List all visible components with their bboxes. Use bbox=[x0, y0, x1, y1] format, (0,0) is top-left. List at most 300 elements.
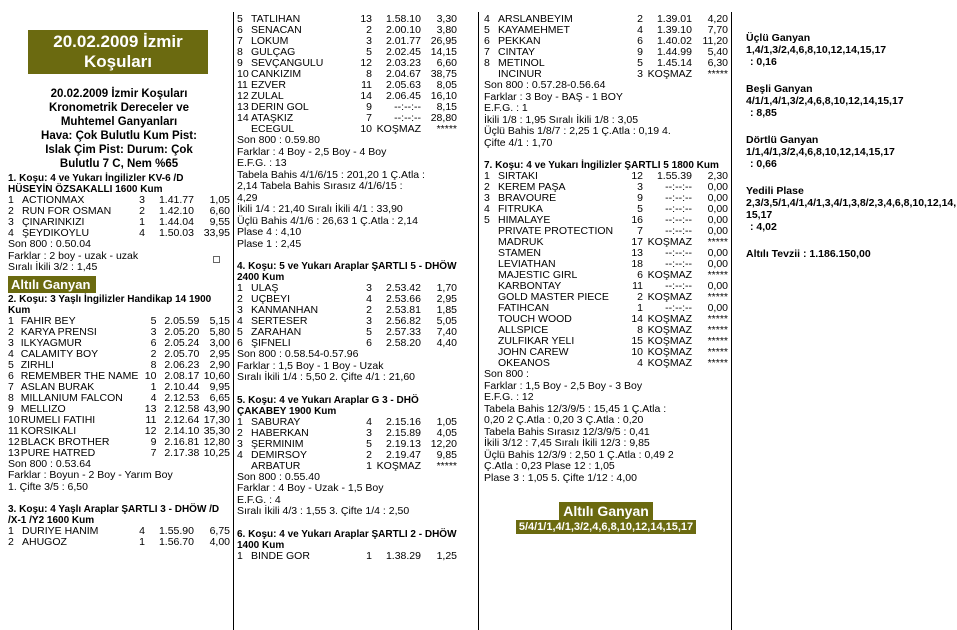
horse-number: 2 bbox=[8, 205, 14, 217]
horse-number bbox=[484, 281, 498, 292]
horse-name: LEVIATHAN bbox=[498, 258, 556, 270]
horse-odds: 5,15 bbox=[209, 314, 230, 327]
horse-number: 5 bbox=[237, 13, 243, 25]
horse-name: KANMANHAN bbox=[251, 304, 319, 316]
horse-draw: 12 bbox=[360, 57, 372, 69]
horse-time: --:--:-- bbox=[665, 302, 692, 314]
horse-number: 8 bbox=[8, 391, 14, 404]
horse-number: 6 bbox=[237, 24, 243, 36]
horse-odds: 2,95 bbox=[209, 347, 230, 360]
horse-odds: 1,70 bbox=[436, 282, 457, 294]
horse-time: 2.12.64 bbox=[164, 413, 200, 426]
horse-name: ECEGUL bbox=[251, 123, 295, 135]
horse-draw: 10 bbox=[360, 123, 372, 135]
horse-name: CANKIZIM bbox=[251, 68, 302, 80]
horse-time: 2.12.53 bbox=[164, 391, 200, 404]
bet-result bbox=[746, 83, 957, 119]
result-note: Son 800 : bbox=[484, 368, 529, 380]
horse-number bbox=[484, 314, 498, 325]
horse-number: 3 bbox=[237, 304, 243, 316]
horse-name: ULAŞ bbox=[251, 282, 279, 294]
horse-time: 1.41.77 bbox=[158, 194, 194, 206]
horse-draw: 5 bbox=[366, 437, 372, 450]
horse-name: KARBONTAY bbox=[498, 280, 562, 292]
horse-number bbox=[484, 259, 498, 270]
horse-number: 4 bbox=[8, 227, 14, 239]
horse-time: --:--:-- bbox=[665, 192, 692, 204]
horse-odds: ***** bbox=[707, 335, 728, 347]
horse-odds: 5,05 bbox=[436, 315, 457, 327]
horse-odds: 8,15 bbox=[436, 101, 457, 113]
horse-number: 3 bbox=[8, 216, 14, 228]
result-note: Sıralı İkili 1/4 : 5,50 2. Çifte 4/1 : 21,60 bbox=[237, 371, 416, 383]
race-5-title: 5. Koşu: 4 ve Yukarı Araplar G 3 - DHÖ ÇAKABEY 1900 Kum bbox=[237, 394, 419, 417]
horse-row bbox=[8, 404, 230, 415]
horse-time: 1.56.70 bbox=[158, 536, 194, 548]
horse-name: ALLSPICE bbox=[498, 324, 549, 336]
horse-odds: ***** bbox=[707, 68, 728, 80]
horse-number: 3 bbox=[484, 192, 490, 204]
horse-draw: 9 bbox=[637, 46, 643, 58]
horse-name: SERTESER bbox=[251, 315, 308, 327]
result-note: Plase 3 : 1,05 5. Çifte 1/12 : 4,00 bbox=[484, 471, 637, 484]
result-note: İkili 3/12 : 7,45 Sıralı İkili 12/3 : 9,85 bbox=[484, 437, 650, 449]
horse-name: MELLIZO bbox=[20, 402, 66, 415]
result-note: Son 800 : 0.57.28-0.56.64 bbox=[484, 79, 606, 91]
horse-draw: 5 bbox=[366, 326, 372, 338]
result-note: İkili 1/4 : 21,40 Sıralı İkili 4/1 : 33,90 bbox=[237, 203, 403, 215]
race-7-table bbox=[484, 171, 728, 369]
horse-number: 2 bbox=[237, 426, 243, 439]
horse-draw: 4 bbox=[637, 24, 643, 36]
horse-draw: 4 bbox=[366, 293, 372, 305]
result-note: İkili 1/8 : 1,95 Sıralı İkili 1/8 : 3,05 bbox=[484, 113, 639, 126]
horse-name: EZVER bbox=[251, 79, 287, 91]
horse-number: 1 bbox=[8, 525, 14, 537]
horse-number: 11 bbox=[8, 424, 19, 437]
horse-time: 2.05.59 bbox=[164, 314, 200, 327]
horse-odds: 0,00 bbox=[707, 214, 728, 226]
bet-result bbox=[746, 134, 957, 170]
horse-odds: 38,75 bbox=[430, 68, 457, 80]
horse-odds: 9,55 bbox=[209, 216, 230, 228]
horse-draw: 18 bbox=[631, 258, 643, 270]
horse-draw: 1 bbox=[139, 216, 145, 228]
horse-odds: 2,90 bbox=[209, 358, 230, 371]
horse-odds: 0,00 bbox=[707, 192, 728, 204]
horse-number: 4 bbox=[484, 203, 490, 215]
race-4-table bbox=[237, 283, 457, 349]
result-note: Farklar : 4 Boy - 2,5 Boy - 4 Boy bbox=[237, 145, 387, 158]
horse-odds: 0,00 bbox=[707, 280, 728, 292]
horse-time: 2.53.42 bbox=[385, 282, 421, 294]
horse-time: --:--:-- bbox=[394, 101, 421, 113]
horse-time: 1.39.01 bbox=[656, 13, 692, 25]
horse-odds: 26,95 bbox=[430, 35, 457, 47]
result-note: 4,29 bbox=[237, 191, 258, 204]
bet-value: : 0,16 bbox=[750, 56, 777, 68]
horse-time: 2.15.16 bbox=[385, 415, 421, 428]
horse-name: CINTAY bbox=[498, 46, 535, 58]
horse-number bbox=[484, 226, 498, 237]
horse-number bbox=[484, 237, 498, 248]
horse-draw: 16 bbox=[631, 214, 643, 226]
horse-name: UÇBEYI bbox=[251, 293, 291, 305]
horse-name: ZARAHAN bbox=[251, 326, 302, 338]
horse-number: 7 bbox=[8, 380, 14, 393]
horse-number: 6 bbox=[8, 369, 14, 382]
horse-draw: 3 bbox=[637, 68, 643, 80]
horse-time: 2.16.81 bbox=[164, 435, 200, 448]
horse-row bbox=[8, 316, 230, 327]
horse-name: KAYAMEHMET bbox=[498, 24, 570, 36]
altili-ganyan-box bbox=[484, 502, 728, 534]
horse-time: --:--:-- bbox=[665, 225, 692, 237]
race-4-title: 4. Koşu: 5 ve Yukarı Araplar ŞARTLI 5 - DHÖW 2400 Kum bbox=[237, 261, 457, 283]
horse-name: SENACAN bbox=[251, 24, 302, 36]
horse-odds: 4,00 bbox=[209, 536, 230, 548]
horse-name: SABURAY bbox=[251, 415, 301, 428]
race-2-table bbox=[8, 316, 230, 459]
horse-number: 1 bbox=[237, 549, 243, 562]
horse-name: MILLANIUM FALCON bbox=[20, 391, 123, 404]
horse-odds: ***** bbox=[707, 269, 728, 281]
horse-time: 1.40.02 bbox=[656, 35, 692, 47]
horse-name: BLACK BROTHER bbox=[20, 435, 110, 448]
horse-draw: 14 bbox=[631, 313, 643, 325]
horse-odds: 1,25 bbox=[436, 549, 457, 562]
bet-result bbox=[746, 185, 957, 233]
result-note: Son 800 : 0.50.04 bbox=[8, 238, 91, 250]
horse-draw: 13 bbox=[144, 402, 157, 415]
horse-draw: 6 bbox=[366, 337, 372, 349]
horse-time: 2.05.63 bbox=[385, 79, 421, 91]
horse-time: 1.55.90 bbox=[158, 525, 194, 537]
result-note: Farklar : 1,5 Boy - 2,5 Boy - 3 Boy bbox=[484, 379, 643, 392]
horse-number: 4 bbox=[8, 347, 14, 360]
result-note: Sıralı İkili 4/3 : 1,55 3. Çifte 1/4 : 2,50 bbox=[237, 505, 410, 517]
horse-odds: 7,70 bbox=[707, 24, 728, 36]
horse-odds: 12,20 bbox=[430, 437, 457, 450]
horse-time: 1.44.99 bbox=[656, 46, 692, 58]
horse-name: JOHN CAREW bbox=[498, 346, 569, 358]
horse-name: KARYA PRENSI bbox=[20, 325, 97, 338]
horse-time: 2.05.20 bbox=[164, 325, 200, 338]
horse-draw: 13 bbox=[631, 247, 643, 259]
result-note: E.F.G. : 1 bbox=[484, 102, 528, 114]
horse-draw: 5 bbox=[637, 57, 643, 69]
horse-odds: 16,10 bbox=[430, 90, 457, 102]
horse-number bbox=[484, 248, 498, 259]
horse-name: AHUGOZ bbox=[22, 536, 67, 548]
horse-number: 7 bbox=[484, 46, 490, 58]
horse-number: 6 bbox=[237, 337, 243, 349]
horse-number: 8 bbox=[484, 57, 490, 69]
result-note: Üçlü Bahis 4/1/6 : 26,63 1 Ç.Atla : 2,14 bbox=[237, 214, 418, 227]
horse-odds: 4,20 bbox=[707, 13, 728, 25]
horse-name: DEMIRSOY bbox=[251, 448, 308, 461]
horse-time: KOŞMAZ bbox=[647, 324, 692, 336]
altili-box-combo: 5/4/1/1,4/1,3/2,4,6,8,10,12,14,15,17 bbox=[516, 520, 696, 534]
result-note: E.F.G. : 13 bbox=[237, 157, 287, 169]
race-5-notes bbox=[237, 472, 457, 518]
horse-odds: ***** bbox=[707, 236, 728, 248]
result-note: Çifte 4/1 : 1,70 bbox=[484, 136, 553, 149]
horse-name: ARSLANBEYIM bbox=[498, 13, 573, 25]
horse-draw: 4 bbox=[366, 415, 372, 428]
horse-time: 2.06.45 bbox=[385, 90, 421, 102]
horse-number: 5 bbox=[484, 214, 490, 226]
result-note: Farklar : 3 Boy - BAŞ - 1 BOY bbox=[484, 90, 623, 103]
horse-number: 4 bbox=[237, 315, 243, 327]
horse-odds: 9,95 bbox=[209, 380, 230, 393]
horse-draw: 11 bbox=[145, 413, 157, 426]
horse-draw: 7 bbox=[637, 225, 643, 237]
race-3-title: 3. Koşu: 4 Yaşlı Araplar ŞARTLI 3 - DHÖW /D /X-1 /Y2 1600 Kum bbox=[8, 504, 220, 526]
horse-time: --:--:-- bbox=[394, 112, 421, 124]
horse-time: 2.14.10 bbox=[164, 424, 200, 437]
horse-time: 2.58.20 bbox=[385, 337, 421, 349]
horse-name: FATIHCAN bbox=[498, 302, 550, 314]
horse-odds: 4,40 bbox=[436, 337, 457, 349]
horse-time: 2.19.13 bbox=[385, 437, 421, 450]
bet-label: Beşli Ganyan bbox=[746, 83, 813, 95]
horse-odds: 17,30 bbox=[203, 413, 230, 426]
horse-name: HABERKAN bbox=[251, 426, 309, 439]
horse-time: 2.53.66 bbox=[385, 293, 421, 305]
result-note: Farklar : 4 Boy - Uzak - 1,5 Boy bbox=[237, 482, 384, 494]
horse-draw: 1 bbox=[637, 302, 643, 314]
result-note: Plase 1 : 2,45 bbox=[237, 237, 302, 250]
horse-number: 4 bbox=[237, 448, 243, 461]
horse-draw: 4 bbox=[637, 357, 643, 369]
horse-odds: 33,95 bbox=[203, 227, 230, 239]
horse-name: ARBATUR bbox=[251, 459, 301, 472]
horse-draw: 1 bbox=[366, 459, 372, 472]
horse-draw: 13 bbox=[360, 13, 372, 25]
horse-name: PRIVATE PROTECTION bbox=[498, 225, 614, 237]
horse-time: 1.58.10 bbox=[385, 13, 421, 25]
horse-number: 6 bbox=[484, 35, 490, 47]
horse-draw: 3 bbox=[150, 325, 157, 338]
horse-number: 12 bbox=[237, 90, 249, 102]
horse-number: 2 bbox=[8, 536, 14, 548]
horse-row bbox=[8, 426, 230, 437]
horse-time: 1.39.10 bbox=[656, 24, 692, 36]
horse-draw: 3 bbox=[366, 282, 372, 294]
horse-row bbox=[8, 338, 230, 349]
horse-time: KOŞMAZ bbox=[647, 236, 692, 248]
horse-number: 3 bbox=[8, 336, 14, 349]
horse-time: 2.03.23 bbox=[385, 57, 421, 69]
horse-time: 1.55.39 bbox=[656, 170, 692, 182]
horse-odds: 0,00 bbox=[707, 247, 728, 259]
result-note: Tabela Bahis 12/3/9/5 : 15,45 1 Ç.Atla : bbox=[484, 402, 667, 415]
horse-row bbox=[8, 360, 230, 371]
race-2-title: 2. Koşu: 3 Yaşlı İngilizler Handikap 14 1900 Kum bbox=[8, 293, 212, 316]
horse-name: ZULFIKAR YELI bbox=[498, 335, 575, 347]
horse-draw: 11 bbox=[632, 280, 643, 292]
horse-draw: 8 bbox=[366, 68, 372, 80]
horse-time: 1.45.14 bbox=[656, 57, 692, 69]
horse-odds: ***** bbox=[707, 346, 728, 358]
horse-odds: 2,30 bbox=[707, 170, 728, 182]
result-note: Son 800 : 0.58.54-0.57.96 bbox=[237, 348, 359, 360]
horse-name: FITRUKA bbox=[498, 203, 543, 215]
horse-time: 2.08.17 bbox=[164, 369, 200, 382]
horse-draw: 2 bbox=[366, 24, 372, 36]
race-4-notes bbox=[237, 349, 457, 384]
horse-draw: 7 bbox=[366, 112, 372, 124]
small-square-marker bbox=[213, 256, 220, 263]
horse-draw: 2 bbox=[150, 347, 157, 360]
horse-name: HIMALAYE bbox=[498, 214, 551, 226]
horse-name: ZULAL bbox=[251, 90, 284, 102]
horse-number bbox=[484, 292, 498, 303]
horse-odds: 9,85 bbox=[436, 448, 457, 461]
race-3-cont-table bbox=[237, 14, 457, 135]
horse-draw: 9 bbox=[366, 101, 372, 113]
result-note: Farklar : 2 boy - uzak - uzak bbox=[8, 249, 139, 262]
horse-time: 1.50.03 bbox=[158, 227, 194, 239]
horse-name: ACTIONMAX bbox=[22, 194, 85, 206]
horse-row bbox=[237, 428, 457, 439]
horse-number: 2 bbox=[237, 293, 243, 305]
horse-number: 5 bbox=[8, 358, 14, 371]
result-note: Son 800 : 0.53.64 bbox=[8, 457, 91, 470]
horse-number: 13 bbox=[237, 101, 249, 113]
horse-name: TOUCH WOOD bbox=[498, 313, 572, 325]
horse-draw: 17 bbox=[631, 236, 643, 248]
horse-time: --:--:-- bbox=[665, 214, 692, 226]
horse-time: 2.17.38 bbox=[164, 446, 200, 459]
horse-number bbox=[484, 347, 498, 358]
horse-name: DERIN GOL bbox=[251, 101, 309, 113]
horse-name: MAJESTIC GIRL bbox=[498, 269, 578, 281]
horse-draw: 9 bbox=[637, 192, 643, 204]
altili-box-title: Altılı Ganyan bbox=[559, 502, 653, 520]
horse-time: 2.06.23 bbox=[164, 358, 200, 371]
page-title: 20.02.2009 İzmir Koşuları bbox=[28, 30, 208, 74]
horse-odds: 6,60 bbox=[436, 57, 457, 69]
horse-draw: 12 bbox=[144, 424, 157, 437]
horse-draw: 2 bbox=[637, 291, 643, 303]
horse-name: TATLIHAN bbox=[251, 13, 301, 25]
bet-label: Yedili Plase bbox=[746, 185, 804, 197]
horse-time: 2.12.58 bbox=[164, 402, 200, 415]
horse-name: STAMEN bbox=[498, 247, 541, 259]
bet-label: Üçlü Ganyan bbox=[746, 32, 811, 44]
horse-row bbox=[8, 327, 230, 338]
horse-draw: 15 bbox=[631, 335, 643, 347]
result-note: Son 800 : 0.55.40 bbox=[237, 470, 320, 483]
horse-odds: 6,60 bbox=[209, 205, 230, 217]
horse-name: RUMELI FATIHI bbox=[20, 413, 96, 426]
horse-odds: 1,05 bbox=[436, 415, 457, 428]
intro-block: 20.02.2009 İzmir Koşuları Kronometrik Dereceler ve Muhtemel Ganyanları Hava: Çok Bulutlu Kum Pist: Islak Çim Pist: Durum: Çok Bulutlu 7 C, Nem %65 bbox=[41, 88, 197, 170]
bet-combo: 1,4/1,3/2,4,6,8,10,12,14,15,17 bbox=[746, 44, 887, 56]
horse-time: --:--:-- bbox=[665, 247, 692, 259]
horse-row bbox=[237, 439, 457, 450]
horse-number: 1 bbox=[8, 314, 14, 327]
horse-name: INCINUR bbox=[498, 68, 542, 80]
bet-value: : 4,02 bbox=[750, 221, 777, 233]
bet-value: : 0,66 bbox=[750, 158, 777, 170]
altili-tevzii: Altılı Tevzii : 1.186.150,00 bbox=[746, 248, 871, 260]
horse-time: --:--:-- bbox=[665, 203, 692, 215]
race-1-notes bbox=[8, 239, 230, 274]
race-1-title: 1. Koşu: 4 ve Yukarı İngilizler KV-6 /D HÜSEYİN ÖZSAKALLI 1600 Kum bbox=[8, 173, 184, 195]
horse-row bbox=[237, 450, 457, 461]
horse-time: KOŞMAZ bbox=[376, 123, 421, 135]
horse-odds: 5,40 bbox=[707, 46, 728, 58]
horse-row bbox=[237, 461, 457, 472]
horse-name: METINOL bbox=[498, 57, 545, 69]
horse-row bbox=[8, 382, 230, 393]
result-note: Sıralı İkili 3/2 : 1,45 bbox=[8, 261, 98, 273]
horse-number bbox=[484, 270, 498, 281]
horse-odds: ***** bbox=[707, 357, 728, 369]
horse-number: 10 bbox=[8, 413, 20, 426]
horse-draw: 2 bbox=[139, 205, 145, 217]
horse-draw: 10 bbox=[631, 346, 643, 358]
result-note: Plase 4 : 4,10 bbox=[237, 226, 302, 238]
race-6-title: 6. Koşu: 4 ve Yukarı Araplar ŞARTLI 2 - DHÖW 1400 Kum bbox=[237, 528, 457, 551]
horse-draw: 3 bbox=[366, 315, 372, 327]
column-2 bbox=[237, 0, 457, 630]
horse-row bbox=[237, 551, 457, 562]
horse-draw: 4 bbox=[139, 525, 145, 537]
horse-odds: 8,05 bbox=[436, 79, 457, 91]
horse-number: 10 bbox=[237, 68, 249, 80]
result-note: Farklar : 1,5 Boy - 1 Boy - Uzak bbox=[237, 359, 384, 372]
horse-name: KEREM PAŞA bbox=[498, 181, 566, 193]
horse-time: 2.05.24 bbox=[164, 336, 200, 349]
horse-time: KOŞMAZ bbox=[647, 357, 692, 369]
horse-odds: 28,80 bbox=[430, 112, 457, 124]
horse-odds: 35,30 bbox=[203, 424, 230, 437]
horse-odds: 3,80 bbox=[436, 24, 457, 36]
horse-number: 1 bbox=[484, 170, 490, 182]
horse-odds: 11,20 bbox=[702, 35, 728, 47]
horse-name: ASLAN BURAK bbox=[20, 380, 95, 393]
horse-odds: 0,00 bbox=[707, 225, 728, 237]
horse-draw: 9 bbox=[150, 435, 157, 448]
horse-odds: 5,80 bbox=[209, 325, 230, 338]
horse-draw: 8 bbox=[637, 324, 643, 336]
horse-draw: 5 bbox=[366, 46, 372, 58]
bet-combo: 2,3/3,5/1,4/1,4/1,3,4/1,3,8/2,3,4,6,8,10,12,14,15,17 bbox=[746, 197, 957, 221]
horse-draw: 12 bbox=[631, 170, 643, 182]
horse-draw: 6 bbox=[637, 35, 643, 47]
horse-draw: 5 bbox=[150, 314, 157, 327]
horse-odds: ***** bbox=[436, 123, 457, 135]
horse-name: FAHIR BEY bbox=[20, 314, 76, 327]
horse-name: SEVÇANGULU bbox=[251, 57, 324, 69]
horse-draw: 2 bbox=[637, 13, 643, 25]
horse-draw: 10 bbox=[144, 369, 157, 382]
result-note: Tabela Bahis Sırasız 12/3/9/5 : 0,41 bbox=[484, 425, 650, 438]
horse-odds: 6,65 bbox=[209, 391, 230, 404]
result-note: Son 800 : 0.59.80 bbox=[237, 134, 320, 146]
horse-row bbox=[8, 349, 230, 360]
horse-time: 1.42.10 bbox=[158, 205, 194, 217]
race-1-table bbox=[8, 195, 230, 239]
horse-name: ÇINARINKIZI bbox=[22, 216, 85, 228]
result-note: E.F.G. : 4 bbox=[237, 493, 281, 506]
horse-draw: 6 bbox=[637, 269, 643, 281]
horse-time: 2.10.44 bbox=[164, 380, 200, 393]
